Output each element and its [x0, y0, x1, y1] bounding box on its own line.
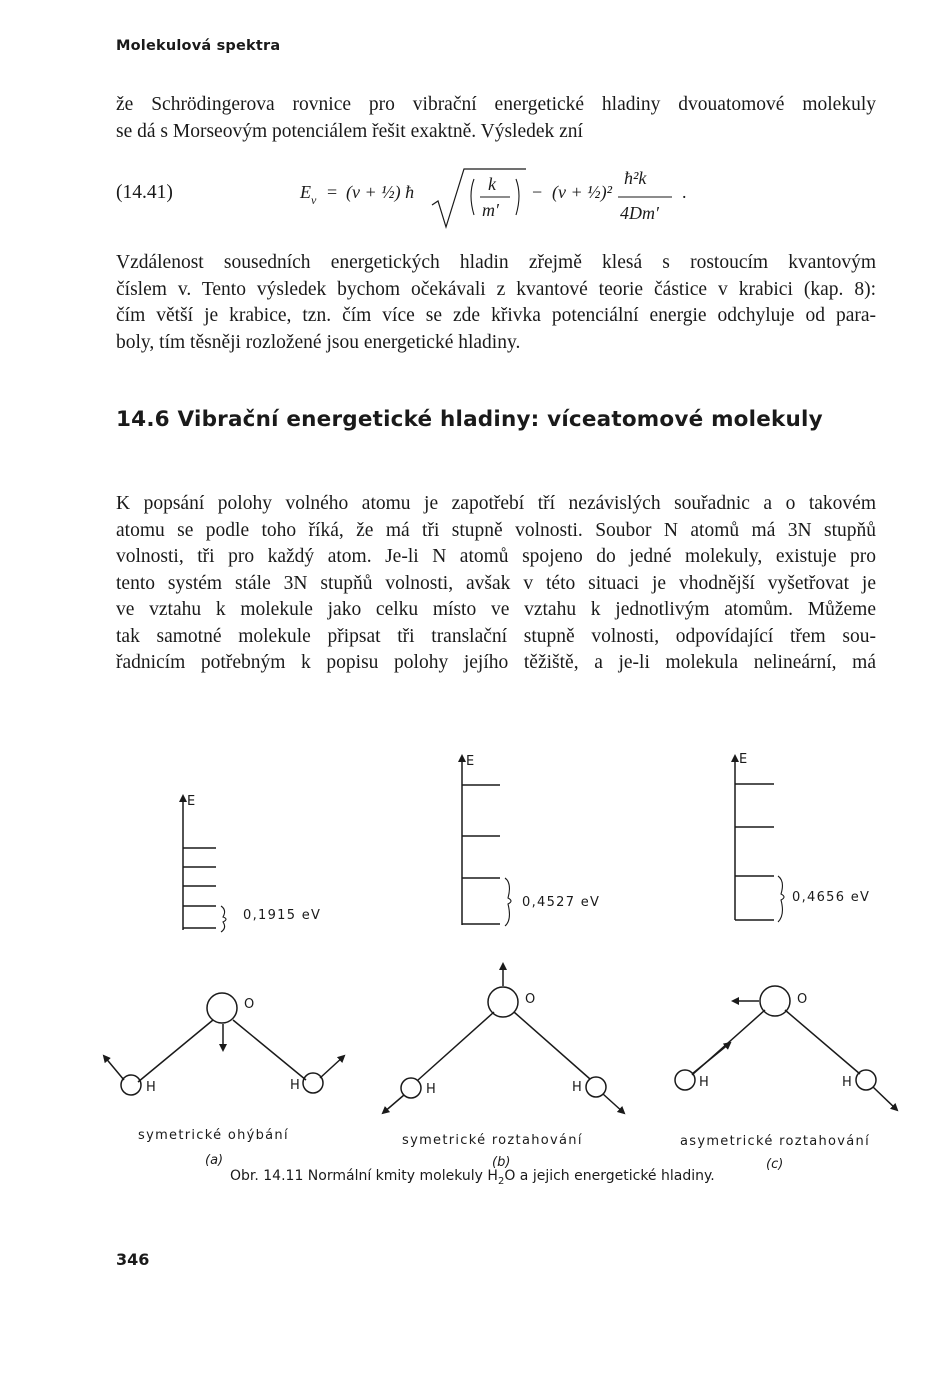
text-line: atomu se podle toho říká, že má tři stupně volnosti. Soubor N atomů má 3N stupňů	[116, 519, 876, 541]
caption-text: Obr. 14.11 Normální kmity molekuly H	[230, 1168, 498, 1184]
text-line: ve vztahu k molekule jako celku místo ve vztahu k jednotlivým atomům. Můžeme	[116, 599, 876, 620]
panel-label-a: (a)	[205, 1153, 224, 1168]
eq-frac-numerator: ħ²k	[624, 168, 647, 188]
paragraph-intro	[116, 92, 876, 145]
energy-levels-c	[735, 756, 784, 922]
axis-label-e: E	[187, 794, 197, 809]
running-head: Molekulová spektra	[116, 38, 281, 54]
atom-label-h: H	[842, 1075, 854, 1090]
atom-label-o: O	[244, 997, 256, 1012]
panel-label-b: (b)	[492, 1155, 511, 1170]
energy-levels-a	[183, 796, 226, 932]
atom-label-o: O	[797, 992, 809, 1007]
molecule-asymmetric-stretch	[675, 986, 897, 1110]
caption-text: O a jejich energetické hladiny.	[504, 1168, 715, 1184]
equation-number: (14.41)	[116, 182, 173, 203]
molecule-bending	[104, 993, 344, 1095]
energy-value-b: 0,4527 eV	[522, 895, 601, 910]
energy-value-c: 0,4656 eV	[792, 890, 871, 905]
atom-label-h: H	[290, 1078, 302, 1093]
section-title: 14.6 Vibrační energetické hladiny: víceatomové molekuly	[116, 407, 823, 432]
text-line: tento systém stále 3N stupňů volnosti, avšak v této situaci je vhodnější vyšetřovat je	[116, 572, 876, 594]
caption-subscript: 2	[497, 1175, 505, 1187]
molecule-symmetric-stretch	[383, 964, 624, 1113]
eq-minus: −	[532, 182, 543, 202]
paragraph-levels	[116, 250, 876, 356]
eq-frac-bar	[618, 196, 672, 199]
figure-14-11	[0, 740, 945, 1120]
mode-label-a: symetrické ohýbání	[138, 1128, 289, 1143]
paragraph-degrees-of-freedom	[116, 491, 876, 677]
text-line: Vzdálenost sousedních energetických hladin zřejmě klesá s rostoucím kvantovým	[116, 252, 876, 273]
eq-term1: (v + ½) ħ	[346, 182, 415, 202]
mode-label-b: symetrické roztahování	[402, 1133, 583, 1148]
eq-lhs-subscript: v	[311, 193, 317, 207]
atom-label-o: O	[525, 992, 537, 1007]
eq-lhs: E	[300, 182, 311, 202]
text-line: čím větší je krabice, tzn. čím více se zde křivka potenciální energie odchyluje od para-	[116, 305, 876, 326]
atom-label-h: H	[572, 1080, 584, 1095]
atom-label-h: H	[426, 1082, 438, 1097]
text-line: boly, tím těsněji rozložené jsou energetické hladiny.	[116, 331, 521, 353]
eq-sqrt-sign	[430, 165, 530, 235]
text-line: se dá s Morseovým potenciálem řešit exaktně. Výsledek zní	[116, 120, 583, 142]
mode-label-c: asymetrické roztahování	[680, 1134, 870, 1149]
eq-period: .	[682, 182, 687, 202]
eq-sqrt-numerator: k	[488, 174, 496, 194]
text-line: že Schrödingerova rovnice pro vibrační energetické hladiny dvouatomové molekuly	[116, 94, 876, 115]
eq-sqrt-denominator: m′	[482, 200, 499, 220]
text-line: volnosti, tři pro každý atom. Je-li N atomů spojeno do jedné molekuly, existuje pro	[116, 546, 876, 567]
energy-levels-b	[462, 756, 511, 926]
eq-frac-denominator: 4Dm′	[620, 203, 659, 223]
atom-label-h: H	[699, 1075, 711, 1090]
equation-14-41	[300, 165, 720, 235]
page-number: 346	[116, 1250, 150, 1269]
text-line: řadnicím potřebným k popisu polohy jejího těžiště, a je-li molekula nelineární, má	[116, 652, 876, 673]
axis-label-e: E	[466, 754, 476, 769]
panel-label-c: (c)	[766, 1157, 784, 1172]
eq-term2: (v + ½)²	[552, 182, 613, 202]
figure-caption	[230, 1168, 715, 1187]
text-line: tak samotné molekule připsat tři translační stupně volnosti, odpovídající třem sou-	[116, 625, 876, 647]
eq-equals: =	[327, 182, 338, 202]
text-line: K popsání polohy volného atomu je zapotřebí tří nezávislých souřadnic a o takovém	[116, 493, 876, 514]
energy-value-a: 0,1915 eV	[243, 908, 322, 923]
text-line: číslem v. Tento výsledek bychom očekávali z kvantové teorie částice v krabici (kap. 8):	[116, 278, 876, 300]
axis-label-e: E	[739, 752, 749, 767]
atom-label-h: H	[146, 1080, 158, 1095]
